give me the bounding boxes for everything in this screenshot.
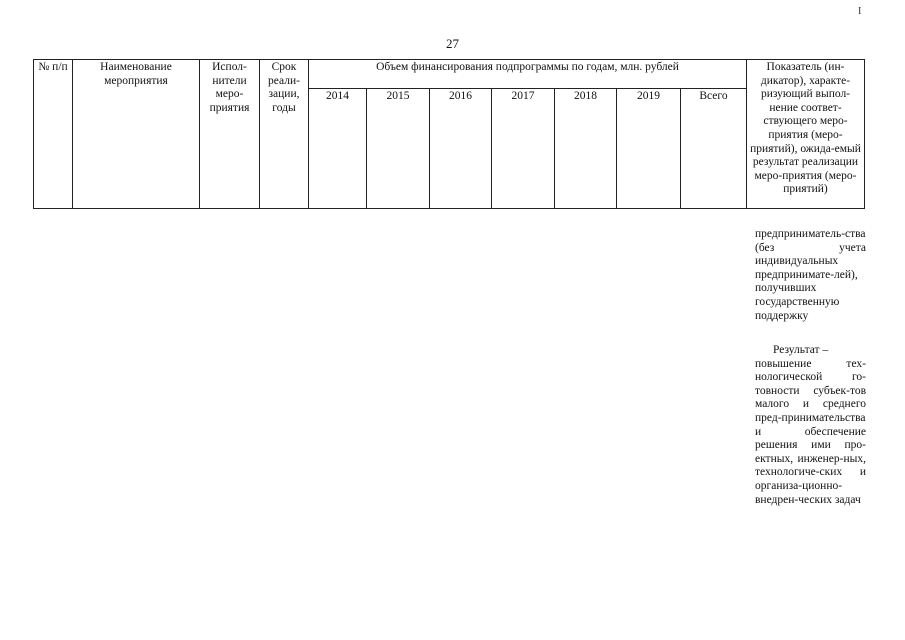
header-funding: Объем финансирования подпрограммы по годам, млн. рублей: [309, 60, 747, 89]
corner-mark: I: [858, 6, 862, 17]
funding-table: [33, 59, 865, 209]
header-executors: Испол-нители меро-приятия: [200, 60, 260, 209]
header-year-2014: 2014: [309, 89, 367, 209]
header-year-2017: 2017: [492, 89, 555, 209]
header-year-2018: 2018: [555, 89, 617, 209]
header-year-2019: 2019: [617, 89, 681, 209]
page-number: 27: [446, 36, 459, 51]
result-heading: Результат –: [773, 344, 829, 356]
result-text: повышение тех-нологической го-товности субъек-тов малого и среднего пред-принимательства и обеспечение решения ими про-ектных, инженер-ных, технологиче-ских и организа-ционно-внедрен-ческих задач: [755, 357, 866, 506]
indicator-continuation-text: предприниматель-ства (без учета индивидуальных предпринимате-лей), получивших государственную поддержку: [755, 228, 866, 322]
indicator-continuation: [755, 228, 866, 323]
header-year-2016: 2016: [430, 89, 492, 209]
header-year-2015: 2015: [367, 89, 430, 209]
header-term: Срок реали-зации, годы: [260, 60, 309, 209]
header-num: № п/п: [34, 60, 73, 209]
header-indicator: Показатель (ин-дикатор), характе-ризующий выпол-нение соответ-ствующего меро-приятия (меро-приятий), ожида-емый результат реализации меро-приятия (меро-приятий): [747, 60, 865, 209]
header-total: Всего: [681, 89, 747, 209]
header-name: Наименование мероприятия: [73, 60, 200, 209]
result-block: [755, 344, 866, 507]
